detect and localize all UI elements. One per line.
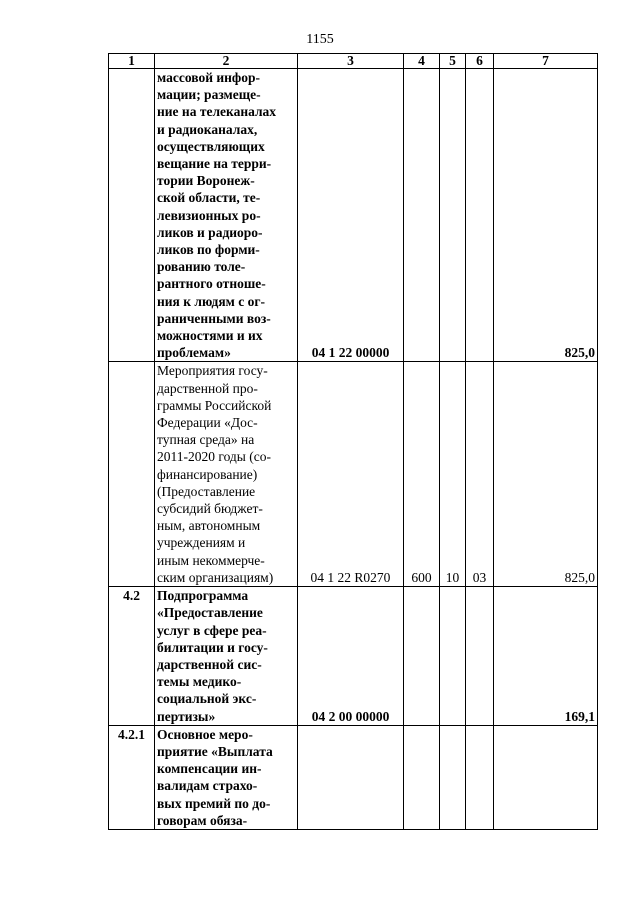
subsection-cell [466,587,494,726]
subsection-cell [466,725,494,829]
amount-cell: 825,0 [494,362,598,587]
row-number-cell [109,69,155,362]
description-cell [155,69,298,362]
description-line: Мероприятия госу- [157,363,268,379]
description-line: и радиоканалах, [157,121,258,137]
description-line: (Предоставление [157,483,256,499]
description-line: «Предоставление [157,605,263,621]
description-line: компенсации ин- [157,761,262,777]
description-line: Федерации «Дос- [157,415,258,431]
column-header: 1 [109,54,155,69]
subsection-cell: 03 [466,362,494,587]
section-cell [440,587,466,726]
description-line: ликов и радиоро- [157,224,263,240]
column-header: 4 [404,54,440,69]
description-line: иным некоммерче- [157,552,265,568]
table-header-row [109,54,598,69]
amount-cell: 825,0 [494,69,598,362]
section-cell [440,69,466,362]
description-line: темы медико- [157,674,242,690]
description-line: рантного отноше- [157,276,266,292]
description-line: социальной экс- [157,691,257,707]
table-row [109,587,598,726]
description-line: осуществляющих [157,138,265,154]
table-row [109,725,598,829]
description-line: учреждениям и [157,535,246,551]
description-line: граммы Российской [157,397,272,413]
expense-type-cell: 600 [404,362,440,587]
description-line: 2011-2020 годы (со- [157,449,271,465]
description-line: мации; размеще- [157,87,261,103]
expense-type-cell [404,587,440,726]
description-line: тупная среда» на [157,432,255,448]
section-cell: 10 [440,362,466,587]
description-line: массовой инфор- [157,70,261,85]
table-row [109,362,598,587]
description-line: вещание на терри- [157,156,272,172]
description-line: субсидий бюджет- [157,501,263,517]
description-line: рованию толе- [157,259,246,275]
description-line: билитации и госу- [157,639,268,655]
page-number: 1155 [306,32,334,47]
description-line: валидам страхо- [157,778,258,794]
description-line: дарственной сис- [157,656,262,672]
code-cell: 04 2 00 00000 [298,587,404,726]
column-header: 6 [466,54,494,69]
description-line: можностями и их [157,328,263,344]
code-cell [298,725,404,829]
description-line: ние на телеканалах [157,104,277,120]
description-line: ния к людям с ог- [157,293,265,309]
column-header: 2 [155,54,298,69]
description-line: ным, автономным [157,518,261,534]
description-line: финансирование) [157,466,258,482]
code-cell: 04 1 22 R0270 [298,362,404,587]
description-line: ликов по форми- [157,242,260,258]
description-line: услуг в сфере реа- [157,622,267,638]
description-line: вых премий по до- [157,795,271,811]
description-line: тории Воронеж- [157,173,255,189]
description-cell [155,725,298,829]
row-number-cell: 4.2 [109,587,155,726]
description-line: левизионных ро- [157,207,261,223]
table-row [109,69,598,362]
row-number-cell [109,362,155,587]
section-cell [440,725,466,829]
code-cell: 04 1 22 00000 [298,69,404,362]
description-line: говорам обяза- [157,812,248,828]
amount-cell: 169,1 [494,587,598,726]
amount-cell [494,725,598,829]
description-line: проблемам» [157,345,231,361]
column-header: 5 [440,54,466,69]
row-number-cell: 4.2.1 [109,725,155,829]
budget-table [108,53,598,830]
description-line: Подпрограмма [157,588,249,604]
description-line: ской области, те- [157,190,261,206]
description-cell [155,362,298,587]
description-line: раниченными воз- [157,310,271,326]
description-cell [155,587,298,726]
description-line: ским организациям) [157,569,274,585]
column-header: 7 [494,54,598,69]
description-line: пертизы» [157,708,216,724]
description-line: дарственной про- [157,380,258,396]
description-line: приятие «Выплата [157,743,273,759]
description-line: Основное меро- [157,726,253,742]
expense-type-cell [404,725,440,829]
column-header: 3 [298,54,404,69]
subsection-cell [466,69,494,362]
expense-type-cell [404,69,440,362]
